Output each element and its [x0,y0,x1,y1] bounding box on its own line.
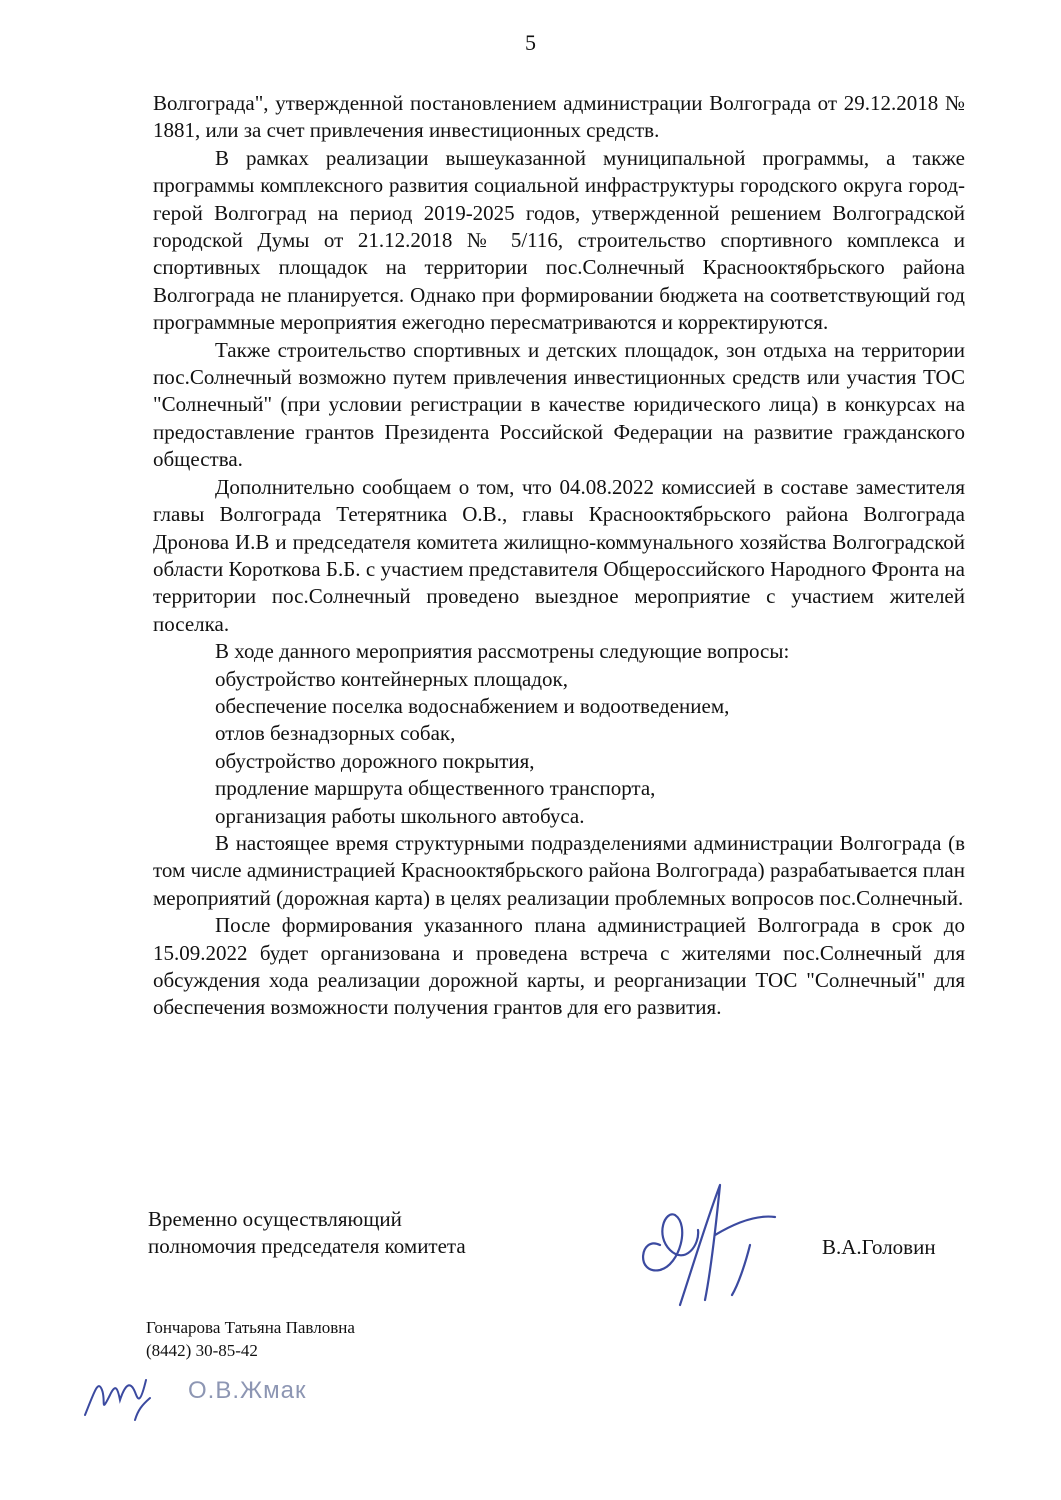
executor-info [146,1316,355,1362]
signer-name: В.А.Головин [822,1235,936,1259]
signer-position [148,1206,466,1260]
list-item: обеспечение поселка водоснабжением и водоотведением, [215,693,730,718]
list-item: организация работы школьного автобуса. [215,803,585,828]
stamp-name: О.В.Жмак [188,1377,307,1404]
list-intro: В ходе данного мероприятия рассмотрены следующие вопросы: [215,639,790,664]
handwritten-signature [620,1175,790,1315]
paragraph: После формирования указанного плана администрацией Волгограда в срок до 15.09.2022 будет организована и проведена встреча с жителями пос.Солнечный для обсуждения хода реализации дорожной карты, и реорганизации ТОС "Солнечный" для обеспечения возможности получения грантов для его развития. [153,913,965,1020]
paragraph: В настоящее время структурными подразделениями администрации Волгограда (в том числе администрацией Краснооктябрьского района Волгограда) разрабатывается план мероприятий (дорожная карта) в целях реализации проблемных вопросов пос.Солнечный. [153,830,965,910]
executor-name: Гончарова Татьяна Павловна [146,1318,355,1337]
signer-position-line2: полномочия председателя комитета [148,1234,466,1258]
signer-position-line1: Временно осуществляющий [148,1207,402,1231]
executor-phone: (8442) 30-85-42 [146,1341,258,1360]
list-item: продление маршрута общественного транспорта, [215,776,656,801]
paragraph: В рамках реализации вышеуказанной муниципальной программы, а также программы комплексного развития социальной инфраструктуры городского округа город-герой Волгоград на период 2019-2025 годов, утвержденной решением Волгоградской городской Думы от 21.12.2018 № 5/116, строительство спортивного комплекса и спортивных площадок на территории пос.Солнечный Краснооктябрьского района Волгограда не планируется. Однако при формировании бюджета на соответствующий год программные мероприятия ежегодно пересматриваются и корректируются. [153,145,965,335]
list-item: отлов безнадзорных собак, [215,721,456,746]
paragraph: Также строительство спортивных и детских площадок, зон отдыха на территории пос.Солнечный возможно путем привлечения инвестиционных средств или участия ТОС "Солнечный" (при условии регистрации в качестве юридического лица) в конкурсах на предоставление грантов Президента Российской Федерации на развитие гражданского общества. [153,337,965,472]
paragraph: Волгограда", утвержденной постановлением администрации Волгограда от 29.12.2018 № 1881, или за счет привлечения инвестиционных средств. [153,91,965,143]
list-item: обустройство дорожного покрытия, [215,748,535,773]
letter-body [153,90,965,1022]
initials-signature [80,1360,160,1430]
list-item: обустройство контейнерных площадок, [215,666,569,691]
paragraph: Дополнительно сообщаем о том, что 04.08.2022 комиссией в составе заместителя главы Волгограда Тетерятника О.В., главы Краснооктябрьского района Волгограда Дронова И.В и председателя комитета жилищно-коммунального хозяйства Волгоградской области Короткова Б.Б. с участием представителя Общероссийского Народного Фронта на территории пос.Солнечный проведено выездное мероприятие с участием жителей поселка. [153,474,965,636]
page-number: 5 [525,30,536,55]
